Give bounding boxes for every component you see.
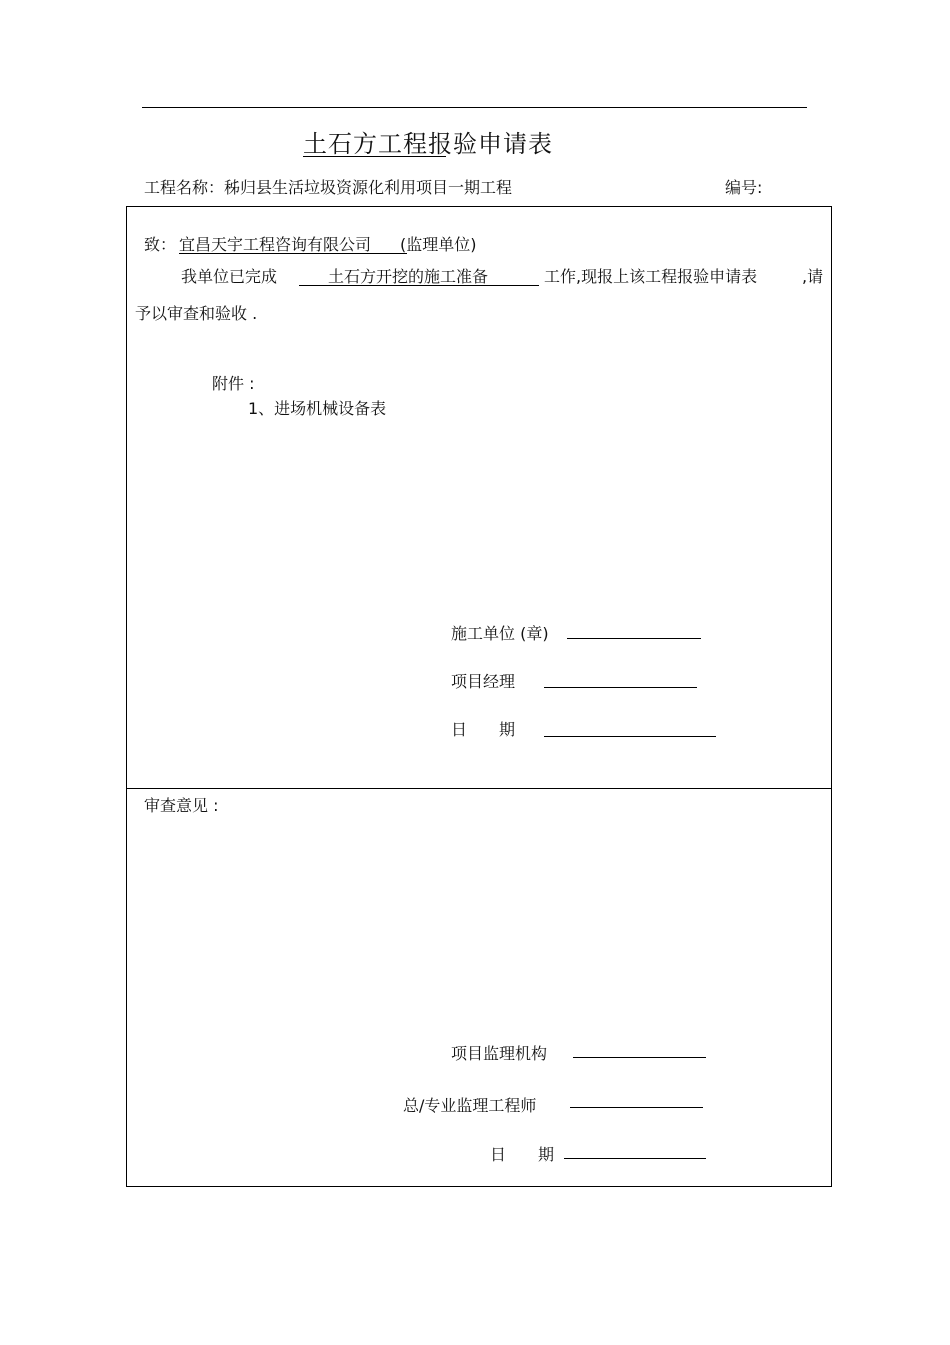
construction-unit-blank bbox=[567, 638, 701, 639]
date-blank-1 bbox=[544, 736, 716, 737]
supervisor-company: 宜昌天宇工程咨询有限公司 bbox=[179, 235, 372, 254]
supervisor-unit-suffix: (监理单位) bbox=[400, 235, 477, 254]
page-title: 土石方工程报验申请表 bbox=[303, 130, 553, 158]
attachment-item: 1、进场机械设备表 bbox=[248, 399, 387, 418]
to-prefix: 致： bbox=[144, 235, 177, 254]
project-manager-label: 项目经理 bbox=[451, 672, 516, 691]
application-section bbox=[126, 206, 832, 789]
supervision-org-blank bbox=[573, 1057, 706, 1058]
title-underline bbox=[303, 156, 446, 157]
company-underline bbox=[179, 253, 407, 254]
body-text-line2: 予以审查和验收 . bbox=[135, 304, 258, 323]
serial-number-label: 编号: bbox=[725, 178, 763, 197]
review-section bbox=[126, 788, 832, 1187]
body-text-end: ,请 bbox=[802, 267, 824, 286]
date-label-1: 日 期 bbox=[451, 720, 516, 739]
body-text-start: 我单位已完成 bbox=[181, 267, 278, 286]
body-text-middle: 工作,现报上该工程报验申请表 bbox=[544, 267, 758, 286]
review-opinion-label: 审查意见 : bbox=[144, 796, 219, 815]
supervising-engineer-label: 总/专业监理工程师 bbox=[403, 1096, 537, 1115]
date-blank-2 bbox=[564, 1158, 706, 1159]
top-rule bbox=[142, 107, 807, 108]
date-label-2: 日 期 bbox=[490, 1145, 555, 1164]
attachment-label: 附件 : bbox=[212, 374, 255, 393]
project-manager-blank bbox=[544, 687, 697, 688]
supervision-org-label: 项目监理机构 bbox=[451, 1044, 548, 1063]
construction-unit-label: 施工单位 (章) bbox=[451, 624, 549, 643]
project-name: 工程名称：秭归县生活垃圾资源化利用项目一期工程 bbox=[144, 178, 513, 197]
supervising-engineer-blank bbox=[570, 1107, 703, 1108]
work-description: 土石方开挖的施工准备 bbox=[328, 267, 489, 286]
